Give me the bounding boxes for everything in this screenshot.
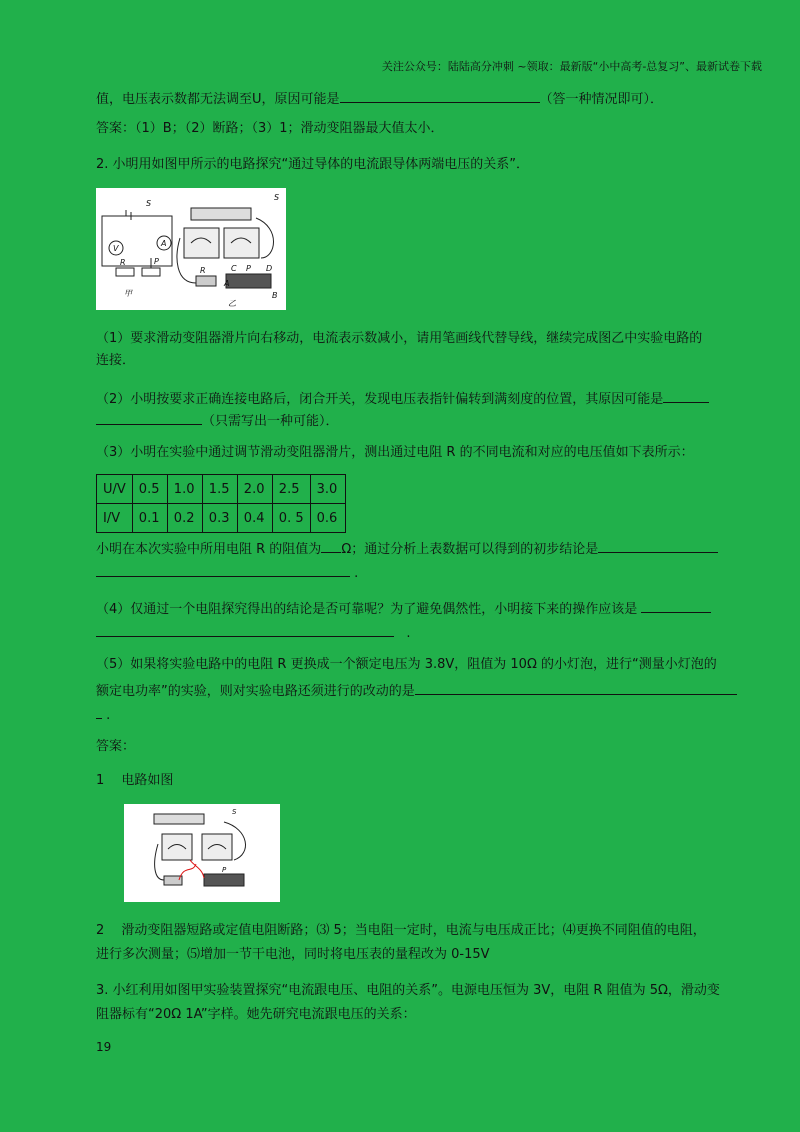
data-table <box>96 474 346 533</box>
table-cell: 0.1 <box>132 504 167 533</box>
table-row <box>97 475 346 504</box>
table-cell: 0.4 <box>237 504 272 533</box>
q2-part3-blank-line: . <box>96 562 358 583</box>
answer-2-item2-line1: 2 滑动变阻器短路或定值电阻断路；⑶ 5；当电阻一定时，电流与电压成正比；⑷更换不同阻值的电阻， <box>96 923 706 938</box>
q2-part4-blank-line: . <box>96 622 411 643</box>
q2-part3-resistance: 小明在本次实验中所用电阻 R 的阻值为 Ω；通过分析上表数据可以得到的初步结论是 <box>96 538 718 559</box>
q2-part5-line3: . <box>96 704 110 725</box>
table-cell: 2.0 <box>237 475 272 504</box>
answer-blank <box>321 538 341 553</box>
answer-blank <box>96 410 202 425</box>
label-jia: 甲 <box>124 289 132 298</box>
label-s-2: S <box>274 193 280 202</box>
label-v: V <box>113 244 119 253</box>
q2-part2-line2: （只需写出一种可能）． <box>96 410 339 431</box>
label-p-2: P <box>246 264 251 273</box>
answer-2-item2-line2: 进行多次测量；⑸增加一节干电池，同时将电压表的量程改为 0-15V <box>96 947 490 962</box>
label-s: S <box>146 199 152 208</box>
label-a-2: A <box>224 279 230 288</box>
table-cell: 1.0 <box>167 475 202 504</box>
page-number: 19 <box>96 1040 112 1054</box>
label-p: P <box>154 257 159 266</box>
label-c: C <box>231 264 237 273</box>
answer-blank <box>340 88 540 103</box>
answer-blank <box>598 538 718 553</box>
table-cell: 0.2 <box>167 504 202 533</box>
label-b: B <box>272 291 278 300</box>
table-cell: I/V <box>97 504 133 533</box>
text-line: 值，电压表示数都无法调至U，原因可能是 （答一种情况即可）． <box>96 88 663 109</box>
question-3-line2: 阻器标有“20Ω 1A”字样。她先研究电流跟电压的关系： <box>96 1007 416 1022</box>
answer-blank <box>96 562 350 577</box>
answer-blank <box>96 622 394 637</box>
label-p: P <box>222 866 227 874</box>
answer-blank <box>641 598 711 613</box>
q2-part5-line1: （5）如果将实验电路中的电阻 R 更换成一个额定电压为 3.8V，阻值为 10Ω 的小灯泡，进行“测量小灯泡的 <box>96 657 717 672</box>
answer-blank <box>96 704 102 719</box>
label-d: D <box>266 264 273 273</box>
table-cell: 1.5 <box>202 475 237 504</box>
table-cell: 0.3 <box>202 504 237 533</box>
label-a: A <box>161 239 167 248</box>
label-r-2: R <box>200 266 206 275</box>
label-s: S <box>232 808 237 816</box>
label-r: R <box>120 258 126 267</box>
table-cell: 0.6 <box>310 504 345 533</box>
table-cell: U/V <box>97 475 133 504</box>
q2-part1-line2: 连接． <box>96 353 136 368</box>
question-2-title: 2. 小明用如图甲所示的电路探究“通过导体的电流跟导体两端电压的关系”． <box>96 157 530 172</box>
q2-part1-line1: （1）要求滑动变阻器滑片向右移动，电流表示数减小，请用笔画线代替导线，继续完成图乙中实验电路的 <box>96 331 703 346</box>
circuit-figure-1 <box>96 188 286 310</box>
answer-blank <box>415 680 737 695</box>
label-yi: 乙 <box>228 299 236 308</box>
page-header: 关注公众号：陆陆高分冲刺 ~领取：最新版“小中高考-总复习”、最新试卷下载 <box>381 60 762 73</box>
answer-2-item1: 1 电路如图 <box>96 773 174 788</box>
table-row <box>97 504 346 533</box>
q2-part5-line2: 额定电功率”的实验，则对实验电路还须进行的改动的是 <box>96 680 737 701</box>
answer-blank <box>663 388 709 403</box>
table-cell: 3.0 <box>310 475 345 504</box>
table-cell: 0. 5 <box>272 504 310 533</box>
circuit-figure-2 <box>124 804 280 902</box>
q2-part3: （3）小明在实验中通过调节滑动变阻器滑片，测出通过电阻 R 的不同电流和对应的电压值如下表所示： <box>96 445 694 460</box>
table-cell: 2.5 <box>272 475 310 504</box>
table-cell: 0.5 <box>132 475 167 504</box>
answer-1: 答案：（1）B；（2）断路；（3）1；滑动变阻器最大值太小． <box>96 121 444 136</box>
q2-part2-line1: （2）小明按要求正确连接电路后，闭合开关，发现电压表指针偏转到满刻度的位置，其原因可能是 <box>96 388 709 409</box>
question-3-line1: 3. 小红利用如图甲实验装置探究“电流跟电压、电阻的关系”。电源电压恒为 3V，电阻 R 阻值为 5Ω，滑动变 <box>96 983 720 998</box>
answer-2-heading: 答案： <box>96 739 136 754</box>
q2-part4: （4）仅通过一个电阻探究得出的结论是否可靠呢？为了避免偶然性，小明接下来的操作应该是 <box>96 598 711 619</box>
